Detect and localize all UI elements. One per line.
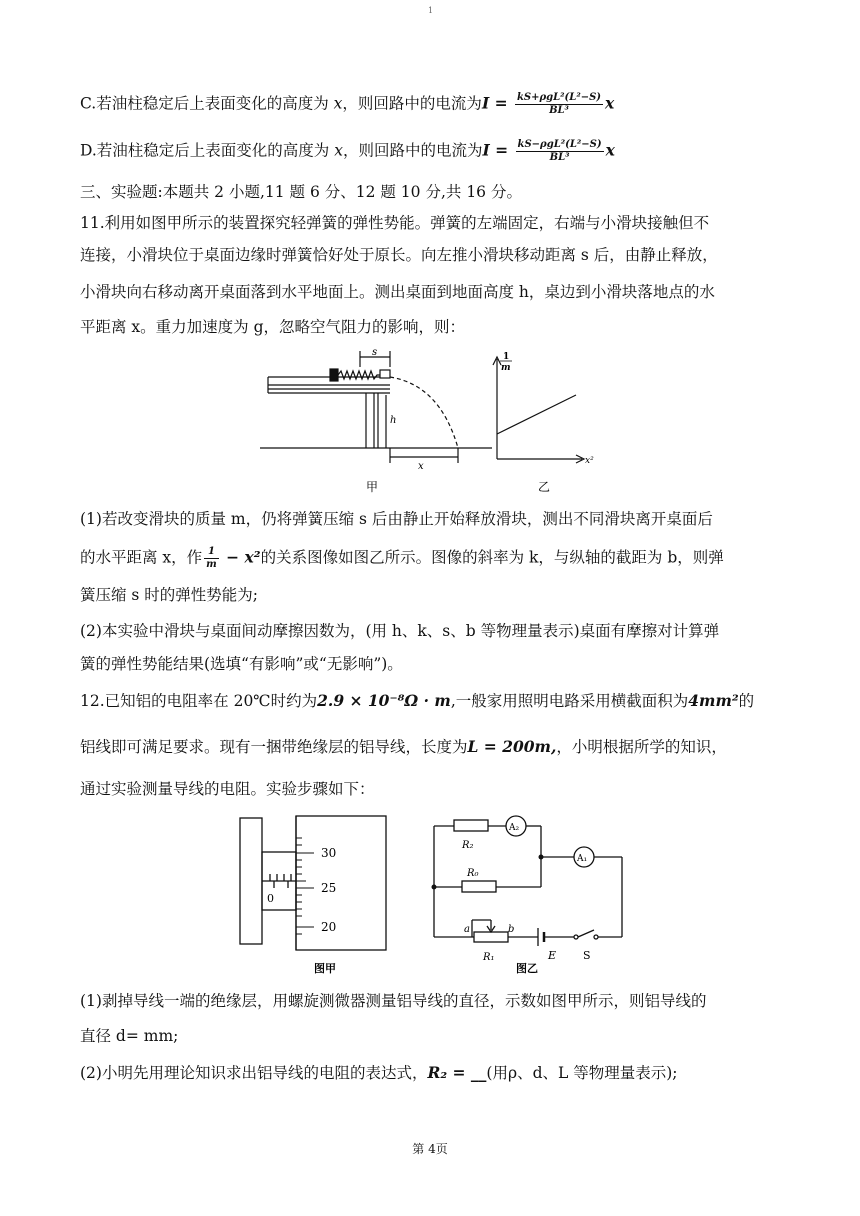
q11-figure: [260, 345, 600, 495]
y-axis-num: 1: [503, 352, 510, 362]
label-R2: R₂: [462, 840, 474, 851]
q11-line-1: 11.利用如图甲所示的装置探究轻弹簧的弹性势能。弹簧的左端固定，右端与小滑块接触但不: [80, 214, 710, 232]
q11-part1-b: 的水平距离 x，作 $\frac{1}{m}$ − x²的关系图像如图乙所示。图像的斜率为 k，与纵轴的截距为 b，则弹: [80, 546, 724, 570]
q11-line-2: 连接，小滑块位于桌面边缘时弹簧恰好处于原长。向左推小滑块移动距离 s 后，由静止释放，: [80, 246, 718, 264]
label-h: h: [390, 415, 397, 426]
label-R1: R₁: [483, 952, 495, 963]
q11-part1-a: (1)若改变滑块的质量 m，仍将弹簧压缩 s 后由静止开始释放滑块，测出不同滑块离开桌面后: [80, 510, 713, 528]
junction-dot-left: [432, 885, 437, 890]
label-A2: A₂: [509, 823, 520, 833]
section-heading: 三、实验题:本题共 2 小题,11 题 6 分、12 题 10 分,共 16 分。: [80, 183, 522, 201]
label-x: x: [418, 461, 424, 472]
micrometer-diagram: [240, 816, 386, 950]
circuit-diagram: [434, 816, 622, 946]
label-S: S: [583, 949, 591, 962]
header-mark: 1: [428, 6, 434, 15]
q11-part1-c: 簧压缩 s 时的弹性势能为;: [80, 586, 259, 604]
tick-25: 25: [321, 881, 337, 895]
page-footer: 第 4页: [412, 1142, 448, 1156]
q12-line-3: 通过实验测量导线的电阻。实验步骤如下：: [80, 780, 375, 798]
label-a: a: [464, 924, 470, 935]
label-jia: 甲: [366, 480, 379, 494]
label-yi: 乙: [538, 480, 551, 494]
label-b: b: [508, 924, 515, 935]
q11-part2-a: (2)本实验中滑块与桌面间动摩擦因数为，(用 h、k、s、b 等物理量表示)桌面有摩擦对计算弹: [80, 622, 720, 640]
label-tuyi: 图乙: [516, 962, 538, 975]
q11-line-3: 小滑块向右移动离开桌面落到水平地面上。测出桌面到地面高度 h，桌边到小滑块落地点的水: [80, 283, 715, 301]
q11-line-4: 平距离 x。重力加速度为 g，忽略空气阻力的影响，则：: [80, 318, 466, 336]
q12-part1-b: 直径 d= mm;: [80, 1027, 179, 1045]
tick-30: 30: [321, 846, 337, 860]
q11-part2-b: 簧的弹性势能结果(选填“有影响”或“无影响”)。: [80, 655, 403, 673]
table-diagram: [260, 351, 492, 463]
tick-20: 20: [321, 920, 337, 934]
option-d: D.若油柱稳定后上表面变化的高度为 x，则回路中的电流为I = $\frac{\text{kS−ρgL²(L²−S)}}{\text{BL³}}$ x: [80, 139, 615, 163]
label-s: s: [372, 347, 378, 358]
label-A1: A₁: [577, 854, 588, 864]
q12-line-1: 12.已知铝的电阻率在 20℃时约为2.9 × 10⁻⁸Ω · m,一般家用照明电路采用横截面积为4mm²的: [80, 691, 755, 710]
label-E: E: [548, 949, 557, 962]
label-tujia: 图甲: [314, 962, 336, 975]
x-axis-label: x²: [585, 456, 594, 466]
q12-figure: [230, 812, 650, 982]
y-axis-den: m: [501, 363, 511, 373]
label-R0: R₀: [467, 868, 479, 879]
option-c: C.若油柱稳定后上表面变化的高度为 x，则回路中的电流为I = $\frac{\text{kS+ρgL²(L²−S)}}{\text{BL³}}$ x: [80, 92, 615, 116]
q12-part1-a: (1)剥掉导线一端的绝缘层，用螺旋测微器测量铝导线的直径，示数如图甲所示，则铝导线的: [80, 992, 707, 1010]
q12-part2: (2)小明先用理论知识求出铝导线的电阻的表达式，R₂ = __(用ρ、d、L 等物理量表示);: [80, 1063, 678, 1082]
tick-zero: 0: [267, 892, 274, 905]
q12-line-2: 铝线即可满足要求。现有一捆带绝缘层的铝导线，长度为L = 200m,，小明根据所学的知识，: [80, 737, 727, 756]
junction-dot-top: [539, 855, 544, 860]
